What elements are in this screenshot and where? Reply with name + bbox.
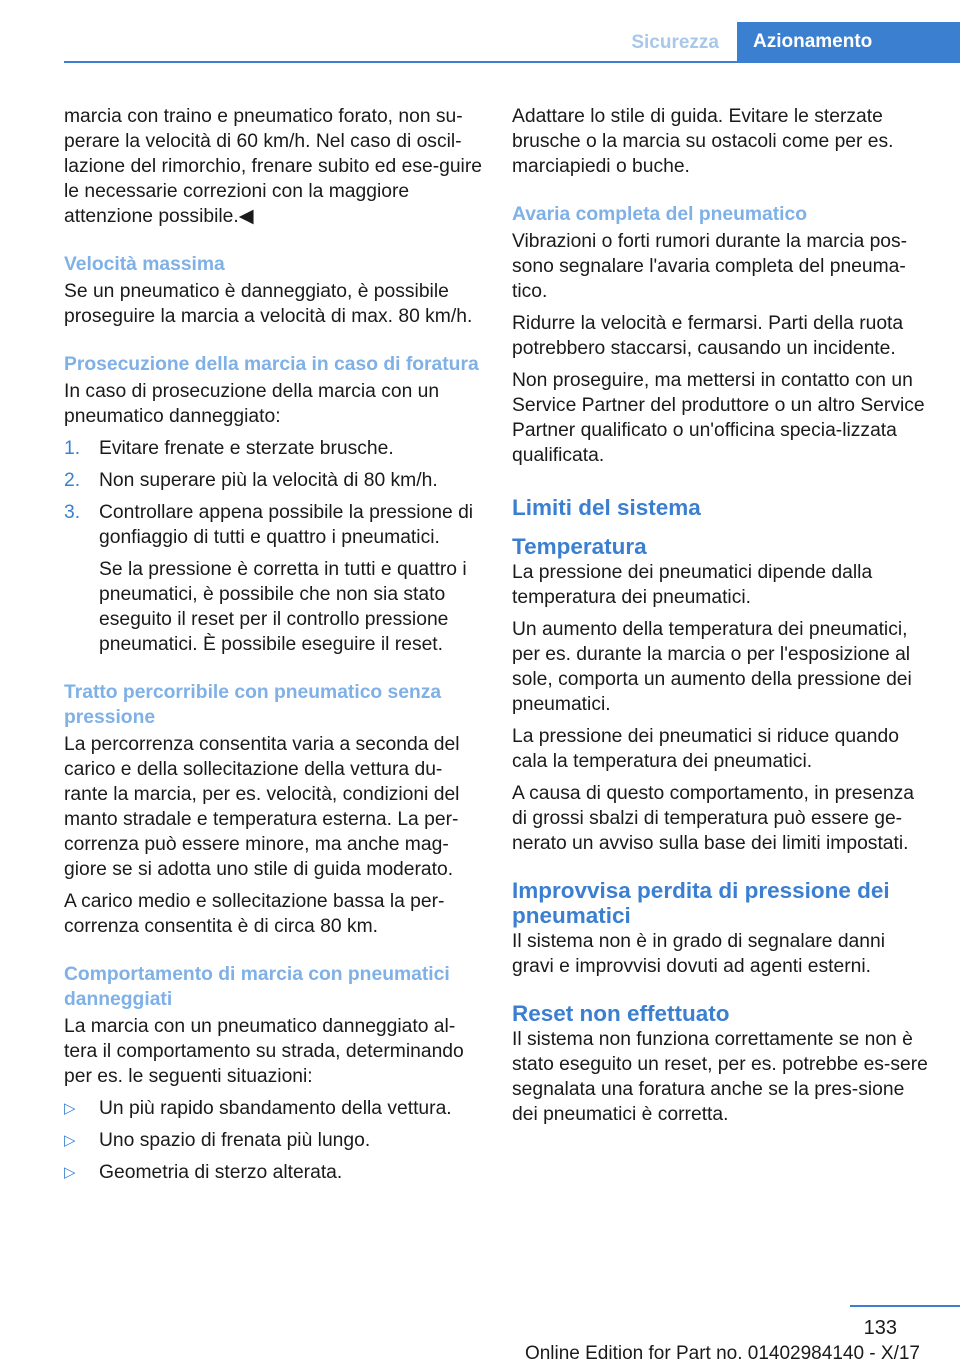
edition-line: Online Edition for Part no. 01402984140 - X/17 <box>524 1343 920 1362</box>
step-text: Controllare appena possibile la pressione di gonfiaggio di tutti e quattro i pneumatici. <box>99 502 474 548</box>
temperature-paragraph-4: A causa di questo comportamento, in presenza di grossi sbalzi di temperatura può essere ge-nerato un avviso sulla base dei limiti impostati. <box>512 783 914 854</box>
steps-list <box>64 436 482 657</box>
reset-paragraph: Il sistema non funziona correttamente se non è stato eseguito un reset, per es. potrebbe es-sere segnalata una foratura anche se la pres-sione dei pneumatici è corretta. <box>512 1029 928 1125</box>
list-item <box>64 1128 482 1153</box>
step-number: 1. <box>64 438 81 459</box>
failure-heading: Avaria completa del pneumatico <box>512 204 808 225</box>
page-number: 133 <box>863 1317 897 1339</box>
failure-paragraph-3: Non proseguire, ma mettersi in contatto con un Service Partner del produttore o un altro Service Partner qualificato o un'officina specia-lizzata qualificata. <box>512 370 925 466</box>
temperature-paragraph-1: La pressione dei pneumatici dipende dalla temperatura dei pneumatici. <box>512 562 873 608</box>
left-column <box>64 104 482 1192</box>
triangle-bullet-icon: ▷ <box>64 1100 76 1117</box>
effects-list <box>64 1096 482 1185</box>
pressure-loss-heading: Improvvisa perdita di pressione dei pneumatici <box>512 878 890 928</box>
header-section-label: Sicurezza <box>631 32 719 53</box>
continuation-paragraph: In caso di prosecuzione della marcia con un pneumatico danneggiato: <box>64 381 440 427</box>
header-rule <box>64 61 960 63</box>
adapt-paragraph: Adattare lo stile di guida. Evitare le sterzate brusche o la marcia su ostacoli come per es. marciapiedi o buche. <box>512 106 894 177</box>
limits-heading: Limiti del sistema <box>512 495 701 520</box>
bullet-text: Geometria di sterzo alterata. <box>99 1162 343 1183</box>
step-number: 2. <box>64 470 81 491</box>
step-note: Se la pressione è corretta in tutti e quattro i pneumatici, è possibile che non sia stato eseguito il reset per il controllo pressione pneumatici. È possibile eseguire il reset. <box>99 559 467 655</box>
temperature-paragraph-2: Un aumento della temperatura dei pneumatici, per es. durante la marcia o per l'esposizione al sole, comporta un aumento della pressione dei pneumatici. <box>512 619 912 715</box>
behavior-heading: Comportamento di marcia con pneumatici danneggiati <box>64 964 450 1010</box>
intro-paragraph: marcia con traino e pneumatico forato, non su-perare la velocità di 60 km/h. Nel caso di oscil-lazione del rimorchio, frenare subito ed ese-guire le necessarie correzioni con la maggiore attenzione possibile.◀ <box>64 106 482 227</box>
failure-paragraph-1: Vibrazioni o forti rumori durante la marcia pos-sono segnalare l'avaria completa del pneuma-tico. <box>512 231 908 302</box>
range-paragraph-2: A carico medio e sollecitazione bassa la per-correnza consentita è di circa 80 km. <box>64 891 445 937</box>
temperature-paragraph-3: La pressione dei pneumatici si riduce quando cala la temperatura dei pneumatici. <box>512 726 899 772</box>
list-item <box>64 468 482 493</box>
continuation-heading: Prosecuzione della marcia in caso di foratura <box>64 354 479 375</box>
bullet-text: Un più rapido sbandamento della vettura. <box>99 1098 452 1119</box>
pressure-loss-paragraph: Il sistema non è in grado di segnalare danni gravi e improvvisi dovuti ad agenti esterni. <box>512 931 886 977</box>
footer-rule <box>850 1305 960 1307</box>
list-item <box>64 1096 482 1121</box>
triangle-bullet-icon: ▷ <box>64 1132 76 1149</box>
reset-heading: Reset non effettuato <box>512 1001 730 1026</box>
step-number: 3. <box>64 502 81 523</box>
bullet-text: Uno spazio di frenata più lungo. <box>99 1130 371 1151</box>
step-text: Evitare frenate e sterzate brusche. <box>99 438 394 459</box>
behavior-paragraph: La marcia con un pneumatico danneggiato al-tera il comportamento su strada, determinando per es. le seguenti situazioni: <box>64 1016 464 1087</box>
speed-heading: Velocità massima <box>64 254 225 275</box>
speed-paragraph: Se un pneumatico è danneggiato, è possibile proseguire la marcia a velocità di max. 80 km/h. <box>64 281 473 327</box>
right-column <box>512 104 932 1134</box>
temperature-heading: Temperatura <box>512 534 647 559</box>
range-heading: Tratto percorribile con pneumatico senza pressione <box>64 682 442 728</box>
list-item <box>64 436 482 461</box>
failure-paragraph-2: Ridurre la velocità e fermarsi. Parti della ruota potrebbero staccarsi, causando un incidente. <box>512 313 904 359</box>
triangle-bullet-icon: ▷ <box>64 1164 76 1181</box>
range-paragraph-1: La percorrenza consentita varia a seconda del carico e della sollecitazione della vettura du-rante la marcia, per es. velocità, condizioni del manto stradale e temperatura esterna. La per-correnza può essere minore, ma anche mag-giore se si adotta uno stile di guida moderato. <box>64 734 460 880</box>
step-text: Non superare più la velocità di 80 km/h. <box>99 470 438 491</box>
list-item <box>64 1160 482 1185</box>
list-item <box>64 500 482 657</box>
header-chapter-tab: Azionamento <box>737 22 960 62</box>
